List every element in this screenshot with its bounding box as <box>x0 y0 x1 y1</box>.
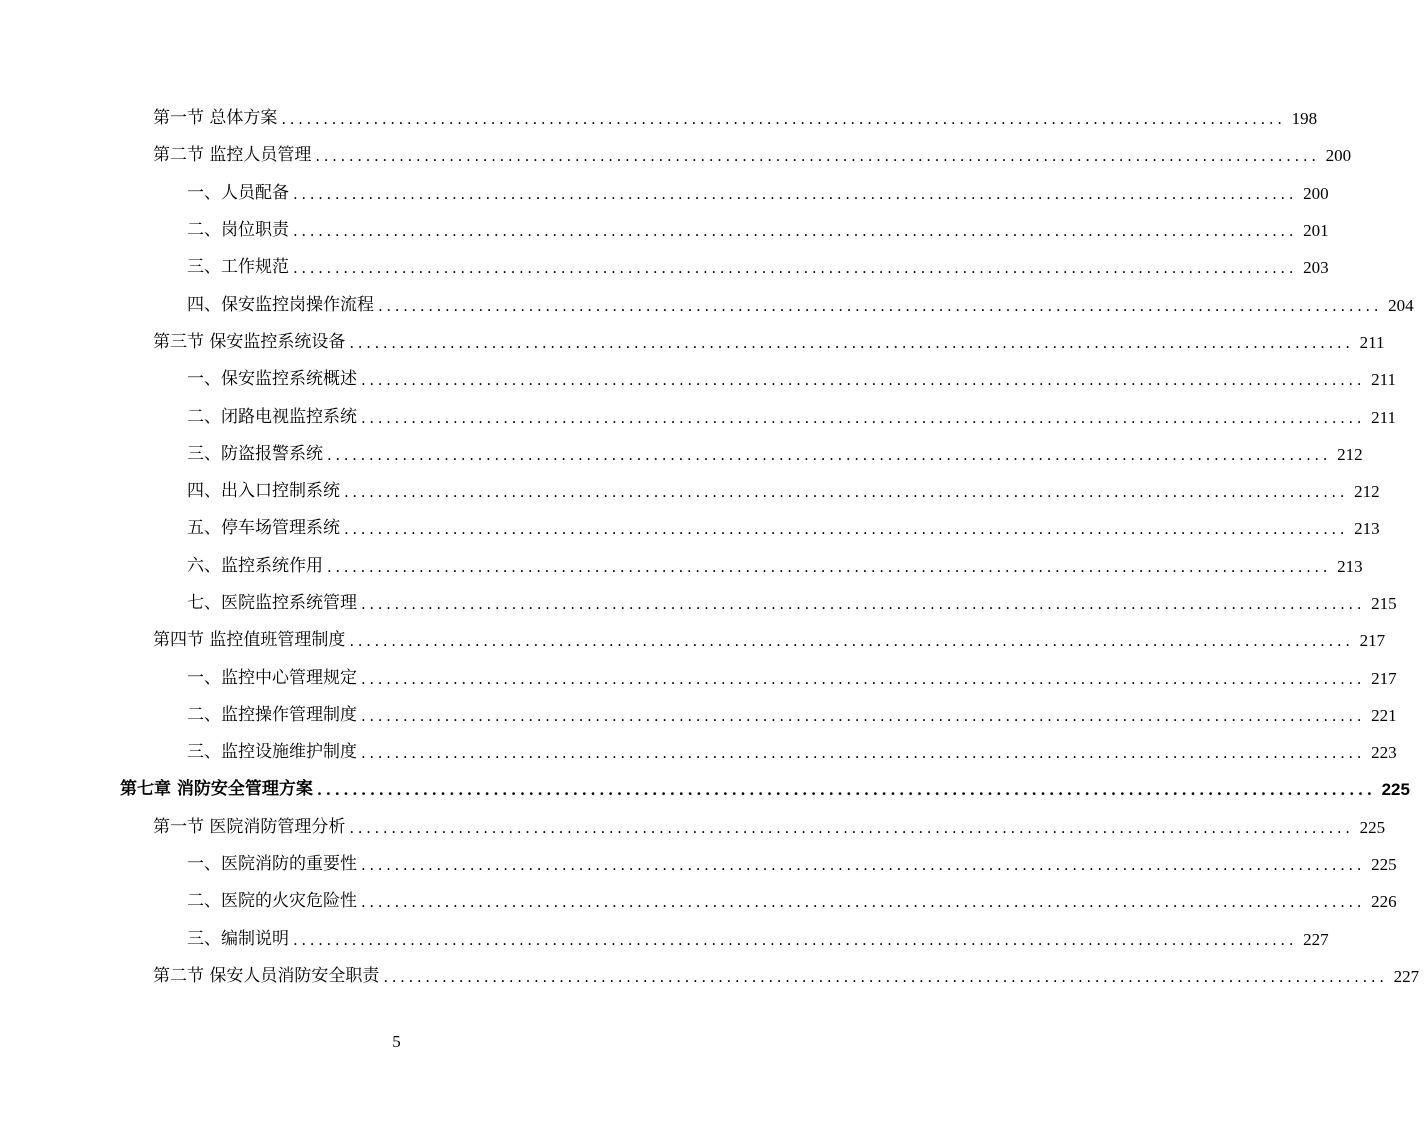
toc-entry-section[interactable] <box>0 100 1318 137</box>
toc-entry-title: 四、出入口控制系统 <box>187 481 340 502</box>
toc-entry-title: 一、监控中心管理规定 <box>187 667 357 688</box>
toc-entry-page-number: 211 <box>1371 407 1397 427</box>
dot-leader: ........................................................................................................................ <box>349 333 1354 352</box>
toc-entry-page-number: 227 <box>1393 966 1420 986</box>
dot-leader: ........................................................................................................................ <box>293 222 1298 241</box>
toc-entry-title: 三、防盗报警系统 <box>187 443 323 464</box>
dot-leader: ........................................................................................................................ <box>327 445 1332 464</box>
toc-entry-page-number: 201 <box>1303 221 1329 241</box>
toc-entry-item[interactable] <box>0 361 1397 398</box>
toc-entry-page-number: 211 <box>1359 332 1385 352</box>
toc-entry-item[interactable] <box>0 212 1329 249</box>
toc-entry-title: 第二节 监控人员管理 <box>153 145 312 166</box>
table-of-contents <box>0 100 1420 995</box>
dot-leader: ........................................................................................................................ <box>293 184 1298 203</box>
toc-entry-item[interactable] <box>0 585 1397 622</box>
toc-entry-chapter[interactable] <box>0 771 1410 808</box>
toc-entry-title: 三、工作规范 <box>187 257 289 278</box>
toc-entry-page-number: 223 <box>1371 743 1397 763</box>
toc-entry-title: 二、岗位职责 <box>187 220 289 241</box>
toc-entry-section[interactable] <box>0 324 1385 361</box>
page-number: 5 <box>392 1032 401 1051</box>
toc-entry-page-number: 198 <box>1291 109 1318 129</box>
toc-entry-item[interactable] <box>0 436 1363 473</box>
dot-leader: ........................................................................................................................ <box>281 110 1286 129</box>
toc-entry-title: 第四节 监控值班管理制度 <box>153 630 346 651</box>
toc-entry-title: 六、监控系统作用 <box>187 555 323 576</box>
dot-leader: ........................................................................................................................ <box>361 408 1366 427</box>
dot-leader: ........................................................................................................................ <box>361 595 1366 613</box>
dot-leader: ........................................................................................................................ <box>349 818 1354 837</box>
toc-entry-page-number: 227 <box>1303 929 1329 949</box>
toc-entry-page-number: 217 <box>1371 668 1397 688</box>
dot-leader: ........................................................................................................................ <box>361 669 1366 688</box>
toc-entry-title: 四、保安监控岗操作流程 <box>187 294 374 315</box>
toc-entry-title: 三、监控设施维护制度 <box>187 742 357 763</box>
dot-leader: ........................................................................................................................ <box>293 930 1298 949</box>
toc-entry-page-number: 204 <box>1388 295 1414 315</box>
dot-leader: ........................................................................................................................ <box>378 296 1383 315</box>
toc-entry-item[interactable] <box>0 697 1397 734</box>
toc-entry-title: 第七章 消防安全管理方案 <box>120 779 313 800</box>
toc-entry-item[interactable] <box>0 473 1380 510</box>
toc-entry-page-number: 225 <box>1381 780 1410 800</box>
toc-entry-title: 三、编制说明 <box>187 928 289 949</box>
dot-leader: ........................................................................................................................ <box>349 632 1354 651</box>
toc-entry-page-number: 200 <box>1303 183 1329 203</box>
dot-leader: ........................................................................................................................ <box>361 744 1366 763</box>
toc-entry-item[interactable] <box>0 510 1380 547</box>
dot-leader: ........................................................................................................................ <box>361 371 1366 390</box>
toc-entry-item[interactable] <box>0 175 1329 212</box>
toc-entry-item[interactable] <box>0 734 1397 771</box>
toc-entry-page-number: 221 <box>1371 705 1397 725</box>
toc-entry-section[interactable] <box>0 622 1386 659</box>
toc-entry-page-number: 215 <box>1371 594 1397 613</box>
toc-entry-section[interactable] <box>0 809 1386 846</box>
dot-leader: ........................................................................................................................ <box>361 893 1366 912</box>
toc-entry-section[interactable] <box>0 958 1420 995</box>
toc-entry-title: 第一节 总体方案 <box>153 108 278 129</box>
toc-entry-title: 五、停车场管理系统 <box>187 518 340 539</box>
toc-entry-item[interactable] <box>0 548 1363 585</box>
toc-entry-item[interactable] <box>0 846 1397 883</box>
toc-entry-title: 二、医院的火灾危险性 <box>187 891 357 912</box>
toc-entry-page-number: 226 <box>1371 892 1397 912</box>
dot-leader: ........................................................................................................................ <box>361 856 1366 875</box>
toc-entry-item[interactable] <box>0 249 1329 286</box>
toc-entry-title: 二、监控操作管理制度 <box>187 704 357 725</box>
toc-entry-section[interactable] <box>0 137 1352 174</box>
toc-entry-page-number: 200 <box>1325 146 1352 166</box>
toc-entry-item[interactable] <box>0 286 1414 323</box>
toc-entry-item[interactable] <box>0 883 1397 920</box>
toc-entry-title: 第一节 医院消防管理分析 <box>153 816 346 837</box>
dot-leader: ........................................................................................................................ <box>361 706 1366 725</box>
dot-leader: ........................................................................................................................ <box>344 520 1349 539</box>
toc-entry-page-number: 212 <box>1354 482 1380 502</box>
toc-entry-title: 第二节 保安人员消防安全职责 <box>153 965 380 986</box>
toc-entry-page-number: 212 <box>1337 444 1363 464</box>
toc-entry-page-number: 217 <box>1359 631 1386 651</box>
dot-leader: ........................................................................................................................ <box>293 259 1298 278</box>
dot-leader: ........................................................................................................................ <box>315 147 1320 166</box>
toc-entry-item[interactable] <box>0 659 1397 696</box>
toc-entry-title: 第三节 保安监控系统设备 <box>153 331 346 352</box>
toc-entry-item[interactable] <box>0 398 1397 435</box>
toc-entry-title: 一、人员配备 <box>187 182 289 203</box>
toc-entry-page-number: 211 <box>1371 370 1397 390</box>
toc-entry-title: 七、医院监控系统管理 <box>187 593 357 613</box>
toc-entry-title: 一、保安监控系统概述 <box>187 369 357 390</box>
dot-leader: ........................................................................................................................ <box>327 557 1332 576</box>
toc-entry-title: 一、医院消防的重要性 <box>187 854 357 875</box>
dot-leader: ........................................................................................................................ <box>316 781 1376 800</box>
toc-entry-page-number: 213 <box>1354 519 1380 539</box>
toc-entry-page-number: 225 <box>1359 817 1386 837</box>
toc-entry-title: 二、闭路电视监控系统 <box>187 406 357 427</box>
toc-entry-item[interactable] <box>0 921 1329 958</box>
dot-leader: ........................................................................................................................ <box>383 967 1388 986</box>
dot-leader: ........................................................................................................................ <box>344 483 1349 502</box>
toc-entry-page-number: 213 <box>1337 556 1363 576</box>
toc-entry-page-number: 203 <box>1303 258 1329 278</box>
toc-entry-page-number: 225 <box>1371 855 1397 875</box>
